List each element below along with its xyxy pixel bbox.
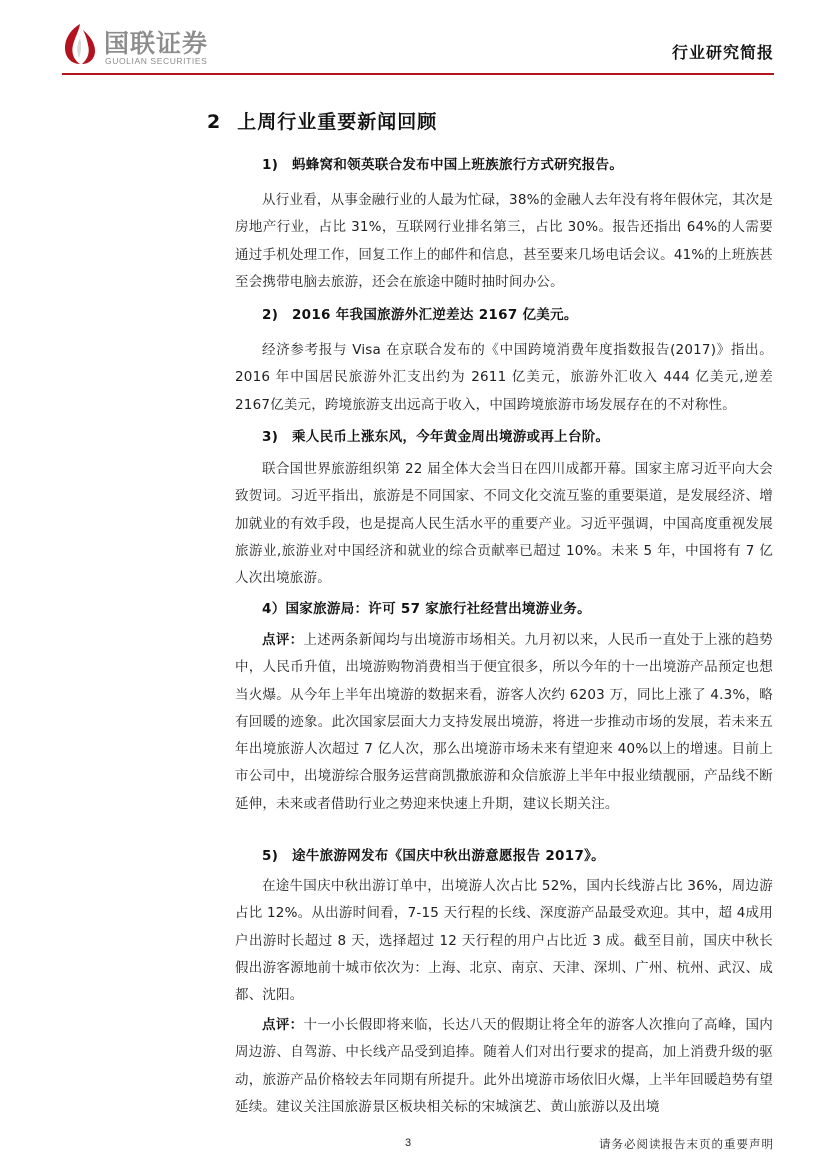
logo-text-cn: 国联证券 bbox=[104, 29, 209, 58]
paragraph-lead: 点评： bbox=[262, 1017, 304, 1033]
paragraph-lead: 点评： bbox=[262, 632, 304, 648]
page-number: 3 bbox=[405, 1137, 412, 1149]
news-item-title: 3) 乘人民币上涨东风，今年黄金周出境游或再上台阶。 bbox=[262, 429, 610, 445]
company-logo bbox=[62, 20, 242, 68]
news-paragraph bbox=[235, 337, 773, 419]
news-paragraph bbox=[235, 1012, 773, 1121]
news-item-title: 4）国家旅游局：许可 57 家旅行社经营出境游业务。 bbox=[262, 601, 591, 617]
section-heading bbox=[207, 107, 437, 134]
paragraph-text: 经济参考报与 Visa 在京联合发布的《中国跨境消费年度指数报告(2017)》指出。2016 年中国居民旅游外汇支出约为 2611 亿美元，旅游外汇收入 444 亿美元,逆差 2167亿美元，跨境旅游支出远高于收入，中国跨境旅游市场发展存在的不对称性。 bbox=[235, 342, 773, 413]
paragraph-text: 在途牛国庆中秋出游订单中，出境游人次占比 52%，国内长线游占比 36%，周边游占比 12%。从出游时间看，7-15 天行程的长线、深度游产品最受欢迎。其中，超 4成用户出游时长超过 8 天，选择超过 12 天行程的用户占比近 3 成。截至目前，国庆中秋长假出游客源地前十城市依次为：上海、北京、南京、天津、深圳、广州、杭州、武汉、成都、沈阳。 bbox=[235, 878, 774, 1004]
news-paragraph bbox=[235, 627, 773, 818]
news-item-title: 2) 2016 年我国旅游外汇逆差达 2167 亿美元。 bbox=[262, 307, 578, 323]
header-divider bbox=[62, 73, 774, 75]
news-item-title: 1) 蚂蜂窝和领英联合发布中国上班族旅行方式研究报告。 bbox=[262, 157, 624, 173]
news-item-title: 5) 途牛旅游网发布《国庆中秋出游意愿报告 2017》。 bbox=[262, 848, 605, 864]
paragraph-text: 十一小长假即将来临，长达八天的假期让将全年的游客人次推向了高峰，国内周边游、自驾游、中长线产品受到追捧。随着人们对出行要求的提高，加上消费升级的驱动，旅游产品价格较去年同期有所提升。此外出境游市场依旧火爆，上半年回暖趋势有望延续。建议关注国旅游景区板块相关标的宋城演艺、黄山旅游以及出境 bbox=[235, 1017, 773, 1115]
guolian-flame-logo-icon bbox=[62, 22, 98, 66]
paragraph-text: 从行业看，从事金融行业的人最为忙碌，38%的金融人去年没有将年假休完，其次是房地产行业，占比 31%，互联网行业排名第三，占比 30%。报告还指出 64%的人需要通过手机处理工作，回复工作上的邮件和信息，甚至要来几场电话会议。41%的上班族甚至会携带电脑去旅游，还会在旅途中随时抽时间办公。 bbox=[235, 192, 773, 290]
section-number: 2 bbox=[207, 111, 222, 133]
paragraph-text: 联合国世界旅游组织第 22 届全体大会当日在四川成都开幕。国家主席习近平向大会致贺词。习近平指出，旅游是不同国家、不同文化交流互鉴的重要渠道，是发展经济、增加就业的有效手段，也是提高人民生活水平的重要产业。习近平强调，中国高度重视发展旅游业,旅游业对中国经济和就业的综合贡献率已超过 10%。未来 5 年，中国将有 7 亿人次出境旅游。 bbox=[235, 461, 773, 587]
page-header bbox=[62, 20, 774, 70]
footer-disclaimer: 请务必阅读报告末页的重要声明 bbox=[599, 1137, 774, 1151]
paragraph-text: 上述两条新闻均与出境游市场相关。九月初以来，人民币一直处于上涨的趋势中，人民币升值，出境游购物消费相当于便宜很多，所以今年的十一出境游产品预定也想当火爆。从今年上半年出境游的数据来看，游客人次约 6203 万，同比上涨了 4.3%，略有回暖的迹象。此次国家层面大力支持发展出境游，将进一步推动市场的发展，若未来五年出境旅游人次超过 7 亿人次，那么出境游市场未来有望迎来 40%以上的增速。目前上市公司中，出境游综合服务运营商凯撒旅游和众信旅游上半年中报业绩靓丽，产品线不断延伸，未来或者借助行业之势迎来快速上升期，建议长期关注。 bbox=[235, 632, 773, 812]
news-paragraph bbox=[235, 873, 773, 1009]
news-paragraph bbox=[235, 456, 773, 592]
logo-text-en: GUOLIAN SECURITIES bbox=[105, 56, 208, 66]
news-paragraph bbox=[235, 187, 773, 296]
section-title-text: 上周行业重要新闻回顾 bbox=[237, 111, 438, 133]
report-type-label: 行业研究简报 bbox=[671, 43, 774, 62]
